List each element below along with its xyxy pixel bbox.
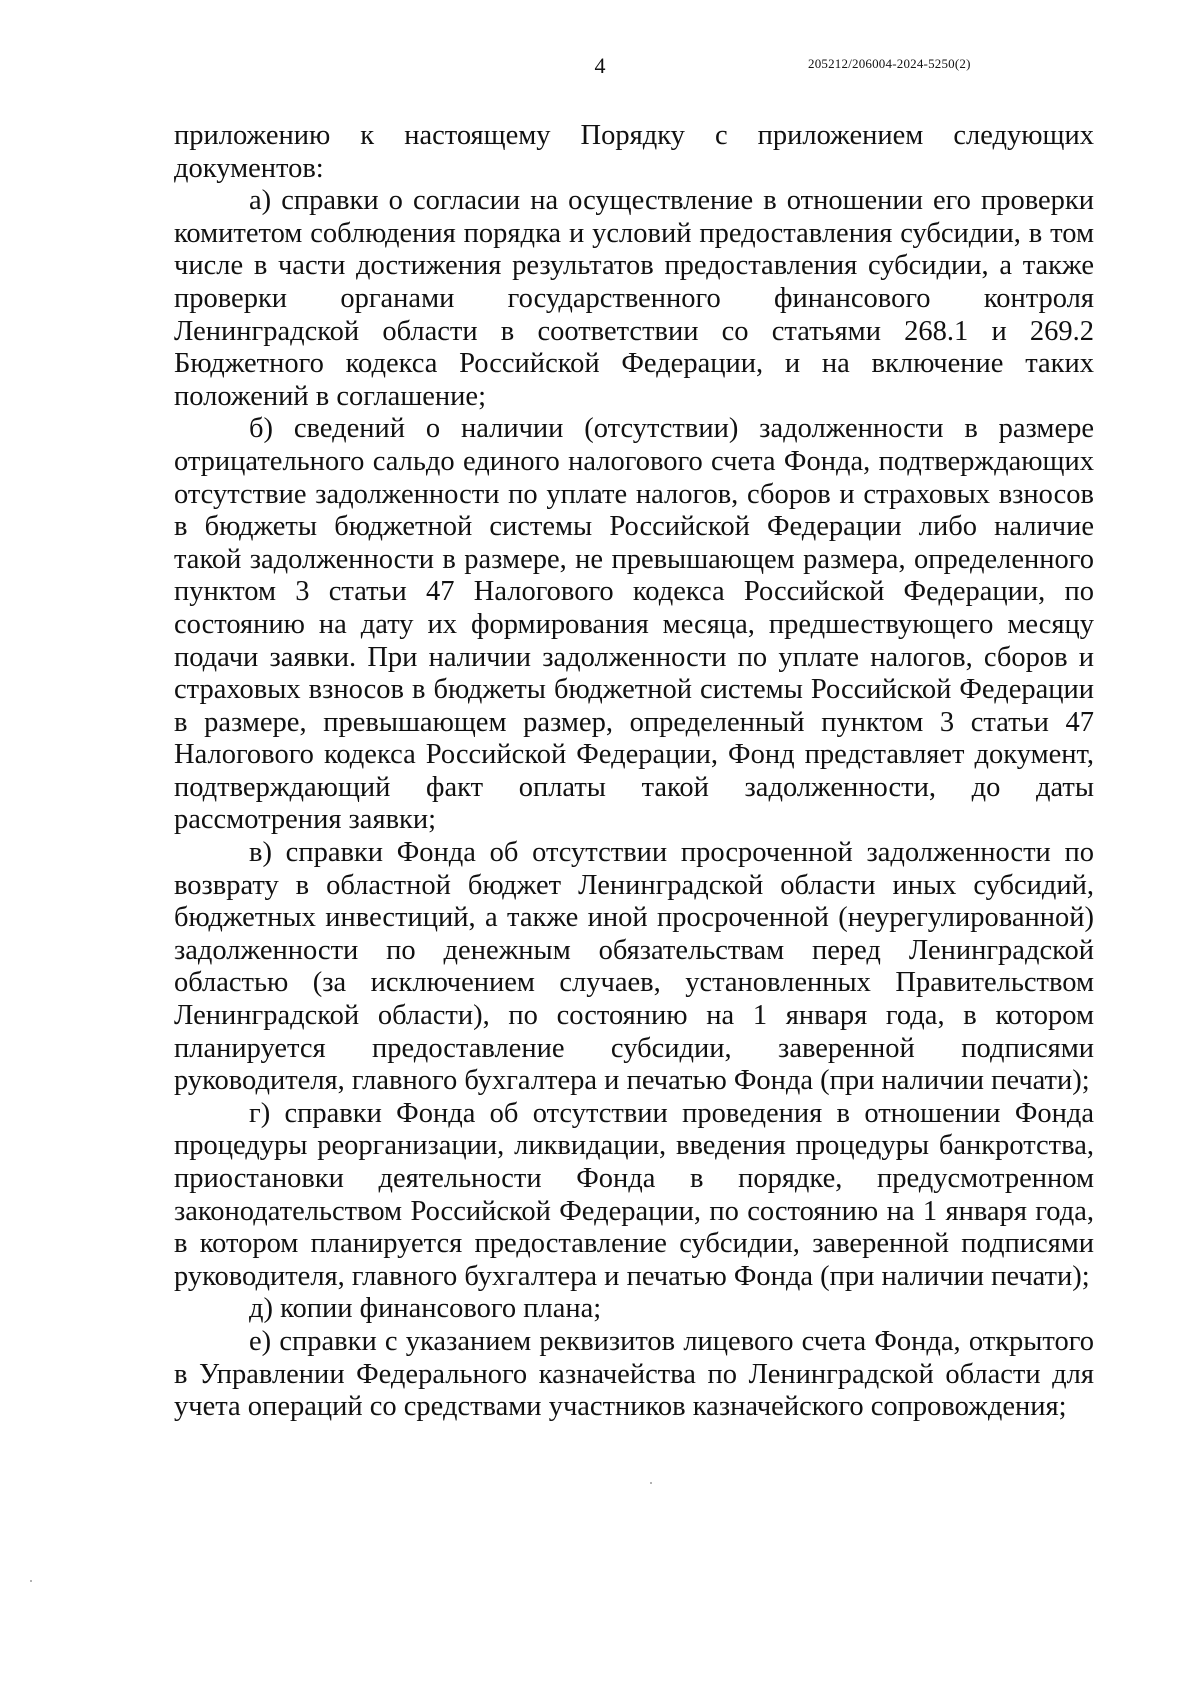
scan-speck (650, 1482, 652, 1484)
paragraph-item-v: в) справки Фонда об отсутствии просроченной задолженности по возврату в областной бюджет Ленинградской области иных субсидий, бюджетных инвестиций, а также иной просроченной (неурегулированной) задолженности по денежным обязательствам перед Ленинградской областью (за исключением случаев, установленных Правительством Ленинградской области), по состоянию на 1 января года, в котором планируется предоставление субсидии, заверенной подписями руководителя, главного бухгалтера и печатью Фонда (при наличии печати); (174, 837, 1094, 1097)
paragraph-item-g: г) справки Фонда об отсутствии проведения в отношении Фонда процедуры реорганизации, ликвидации, введения процедуры банкротства, приостановки деятельности Фонда в порядке, предусмотренном законодательством Российской Федерации, по состоянию на 1 января года, в котором планируется предоставление субсидии, заверенной подписями руководителя, главного бухгалтера и печатью Фонда (при наличии печати); (174, 1097, 1094, 1292)
scan-speck (30, 1580, 32, 1582)
document-registration-code: 205212/206004-2024-5250(2) (808, 56, 971, 71)
paragraph-item-d: д) копии финансового плана; (249, 1293, 602, 1325)
paragraph-item-e: е) справки с указанием реквизитов лицевого счета Фонда, открытого в Управлении Федерального казначейства по Ленинградской области для учета операций со средствами участников казначейского сопровождения; (174, 1325, 1094, 1423)
paragraph-intro-continuation: приложению к настоящему Порядку с приложением следующих документов: (174, 120, 1094, 184)
paragraph-item-a: а) справки о согласии на осуществление в отношении его проверки комитетом соблюдения порядка и условий предоставления субсидии, в том числе в части достижения результатов предоставления субсидии, а также проверки органами государственного финансового контроля Ленинградской области в соответствии со статьями 268.1 и 269.2 Бюджетного кодекса Российской Федерации, и на включение таких положений в соглашение; (174, 185, 1094, 412)
document-body (174, 120, 1094, 1424)
paragraph-item-b: б) сведений о наличии (отсутствии) задолженности в размере отрицательного сальдо единого налогового счета Фонда, подтверждающих отсутствие задолженности по уплате налогов, сборов и страховых взносов в бюджеты бюджетной системы Российской Федерации либо наличие такой задолженности в размере, не превышающем размера, определенного пунктом 3 статьи 47 Налогового кодекса Российской Федерации, по состоянию на дату их формирования месяца, предшествующего месяцу подачи заявки. При наличии задолженности по уплате налогов, сборов и страховых взносов в бюджеты бюджетной системы Российской Федерации в размере, превышающем размер, определенный пунктом 3 статьи 47 Налогового кодекса Российской Федерации, Фонд представляет документ, подтверждающий факт оплаты такой задолженности, до даты рассмотрения заявки; (174, 413, 1094, 836)
page-number: 4 (594, 53, 606, 78)
